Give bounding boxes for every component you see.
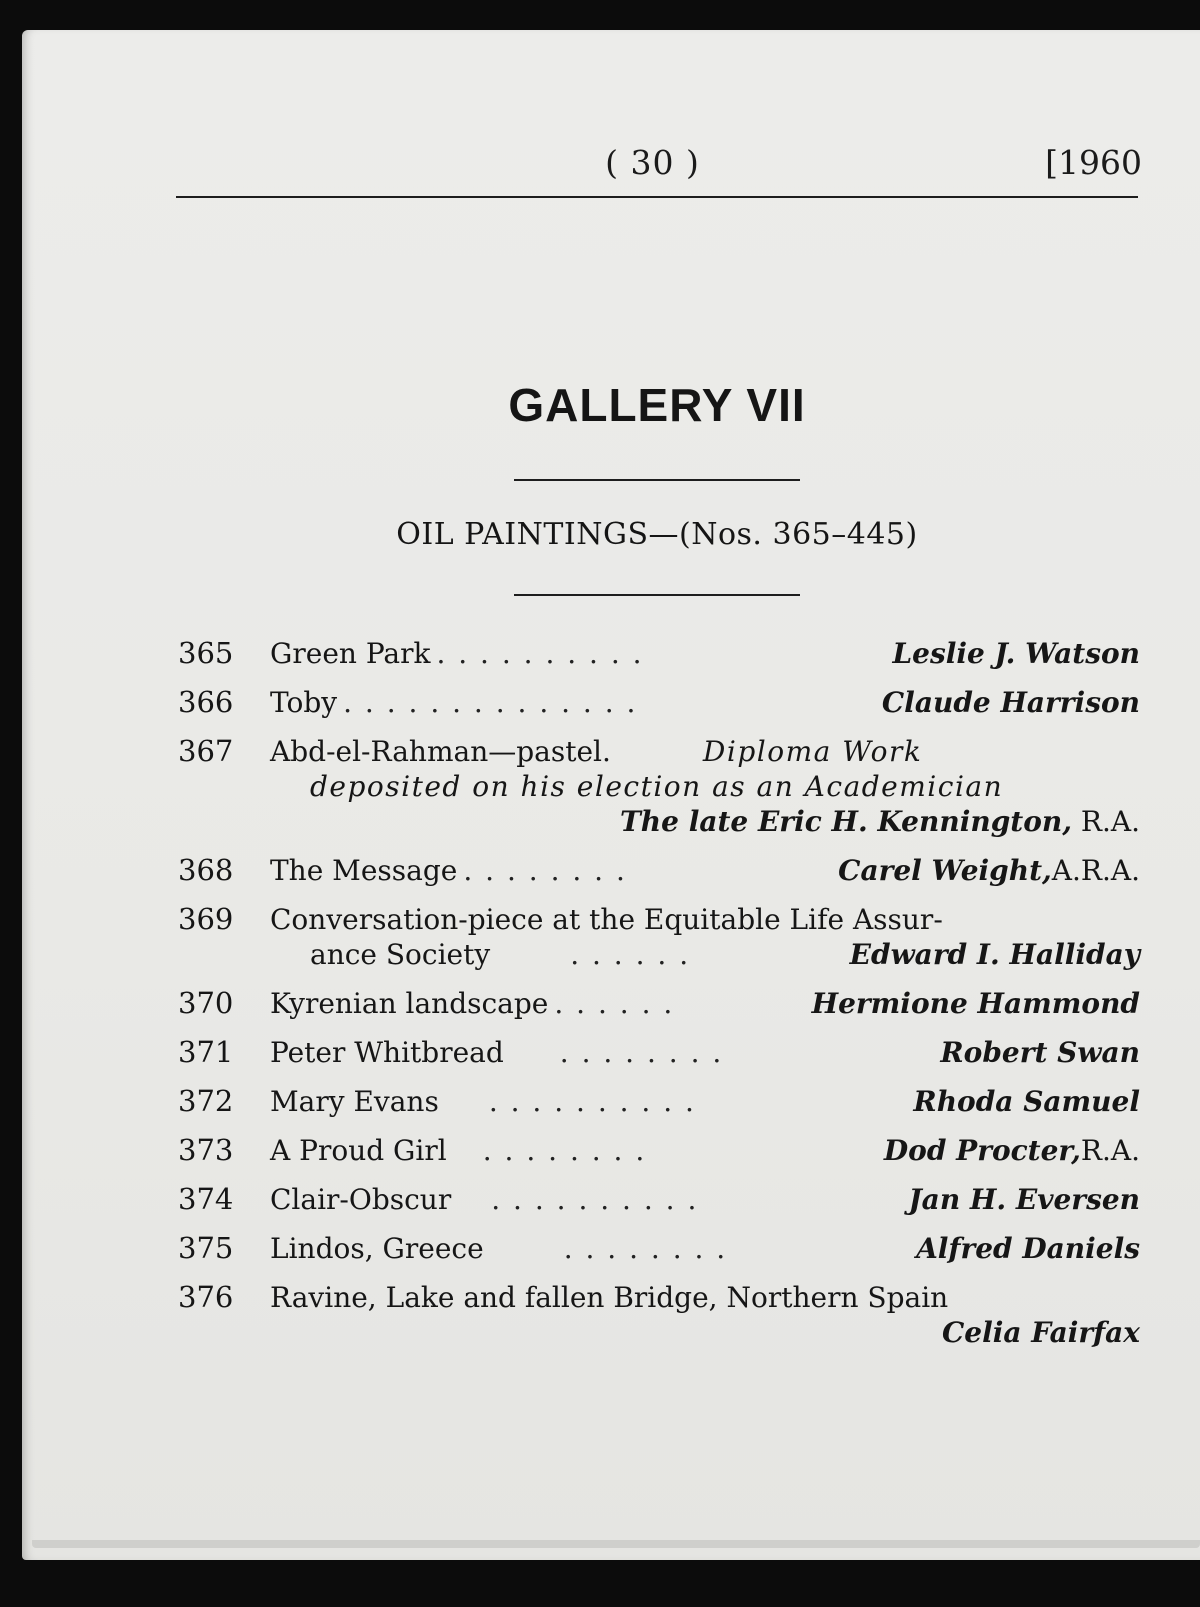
entry-note-continued: deposited on his election as an Academician <box>310 770 1004 803</box>
entry-artist-line <box>178 804 1140 839</box>
entry-title: The Message <box>270 854 458 887</box>
entry-title: Ravine, Lake and fallen Bridge, Northern Spain <box>270 1281 949 1314</box>
entry-artist: Carel Weight, <box>838 854 1052 887</box>
entry-title: Clair-Obscur <box>270 1183 452 1216</box>
entry-title: Abd-el-Rahman—pastel. <box>270 735 611 768</box>
entry-artist: Leslie J. Watson <box>892 637 1140 670</box>
entry-number: 372 <box>178 1084 234 1118</box>
page-number: ( 30 ) <box>605 143 700 182</box>
dot-leaders: . . . . . . <box>570 938 691 971</box>
entry-372 <box>178 1084 1140 1119</box>
header-rule <box>176 196 1138 198</box>
dot-leaders: . . . . . . <box>554 987 675 1020</box>
entry-title: A Proud Girl <box>270 1134 447 1167</box>
entry-title: Green Park <box>270 637 431 670</box>
gallery-title: GALLERY VII <box>508 379 806 431</box>
dot-leaders: . . . . . . . . <box>463 854 627 887</box>
title-rule-bottom <box>514 594 800 596</box>
entry-title: Mary Evans <box>270 1085 439 1118</box>
dot-leaders: . . . . . . . . <box>559 1036 724 1069</box>
entry-375 <box>178 1231 1140 1266</box>
entry-title-continued: ance Society <box>310 938 491 971</box>
entry-365 <box>178 636 1140 671</box>
entry-note: Diploma Work <box>702 735 923 768</box>
entry-artist-line <box>178 1315 1140 1350</box>
entry-artist-suffix: R.A. <box>1080 1134 1140 1167</box>
entry-367 <box>178 734 1140 839</box>
entry-artist: Jan H. Eversen <box>908 1183 1140 1216</box>
entry-number: 373 <box>178 1133 234 1167</box>
entry-number: 370 <box>178 986 234 1020</box>
entry-title: Conversation-piece at the Equitable Life Assur- <box>270 903 943 936</box>
entry-number: 367 <box>178 734 234 768</box>
entry-artist: Rhoda Samuel <box>913 1085 1140 1118</box>
entry-371 <box>178 1035 1140 1070</box>
entry-artist-suffix: A.R.A. <box>1051 854 1140 887</box>
entry-369 <box>178 902 1140 972</box>
dot-leaders: . . . . . . . . . . <box>436 637 644 670</box>
entry-366 <box>178 685 1140 720</box>
page-edge <box>32 1540 1200 1548</box>
entry-370 <box>178 986 1140 1021</box>
entry-artist: Edward I. Halliday <box>849 938 1140 971</box>
entry-artist: Alfred Daniels <box>916 1232 1140 1265</box>
section-title: OIL PAINTINGS—(Nos. 365–445) <box>396 517 918 552</box>
entry-373 <box>178 1133 1140 1168</box>
entry-number: 366 <box>178 685 234 719</box>
entry-number: 369 <box>178 902 234 936</box>
entry-number: 375 <box>178 1231 234 1265</box>
entry-artist: The late Eric H. Kennington, <box>619 805 1072 838</box>
entry-title: Lindos, Greece <box>270 1232 484 1265</box>
title-rule-top <box>514 479 800 481</box>
entry-number: 374 <box>178 1182 234 1216</box>
dot-leaders: . . . . . . . . . . . . . . <box>343 686 638 719</box>
entry-number: 368 <box>178 853 234 887</box>
dot-leaders: . . . . . . . . . . <box>488 1085 696 1118</box>
entry-artist: Hermione Hammond <box>811 987 1140 1020</box>
entry-374 <box>178 1182 1140 1217</box>
entry-number: 376 <box>178 1280 234 1314</box>
dot-leaders: . . . . . . . . <box>563 1232 728 1265</box>
dot-leaders: . . . . . . . . <box>482 1134 647 1167</box>
entry-title: Toby <box>270 686 338 719</box>
entry-artist: Robert Swan <box>940 1036 1140 1069</box>
entry-368 <box>178 853 1140 888</box>
entry-title: Kyrenian landscape <box>270 987 549 1020</box>
entry-title: Peter Whitbread <box>270 1036 504 1069</box>
entry-list <box>178 636 1140 1364</box>
entry-artist: Dod Procter, <box>883 1134 1081 1167</box>
entry-number: 371 <box>178 1035 234 1069</box>
dot-leaders: . . . . . . . . . . <box>491 1183 699 1216</box>
entry-artist: Celia Fairfax <box>941 1316 1140 1349</box>
entry-376 <box>178 1280 1140 1350</box>
entry-artist-suffix: R.A. <box>1071 805 1140 838</box>
entry-number: 365 <box>178 636 234 670</box>
page-year: [1960 <box>1045 143 1142 182</box>
entry-artist: Claude Harrison <box>881 686 1140 719</box>
